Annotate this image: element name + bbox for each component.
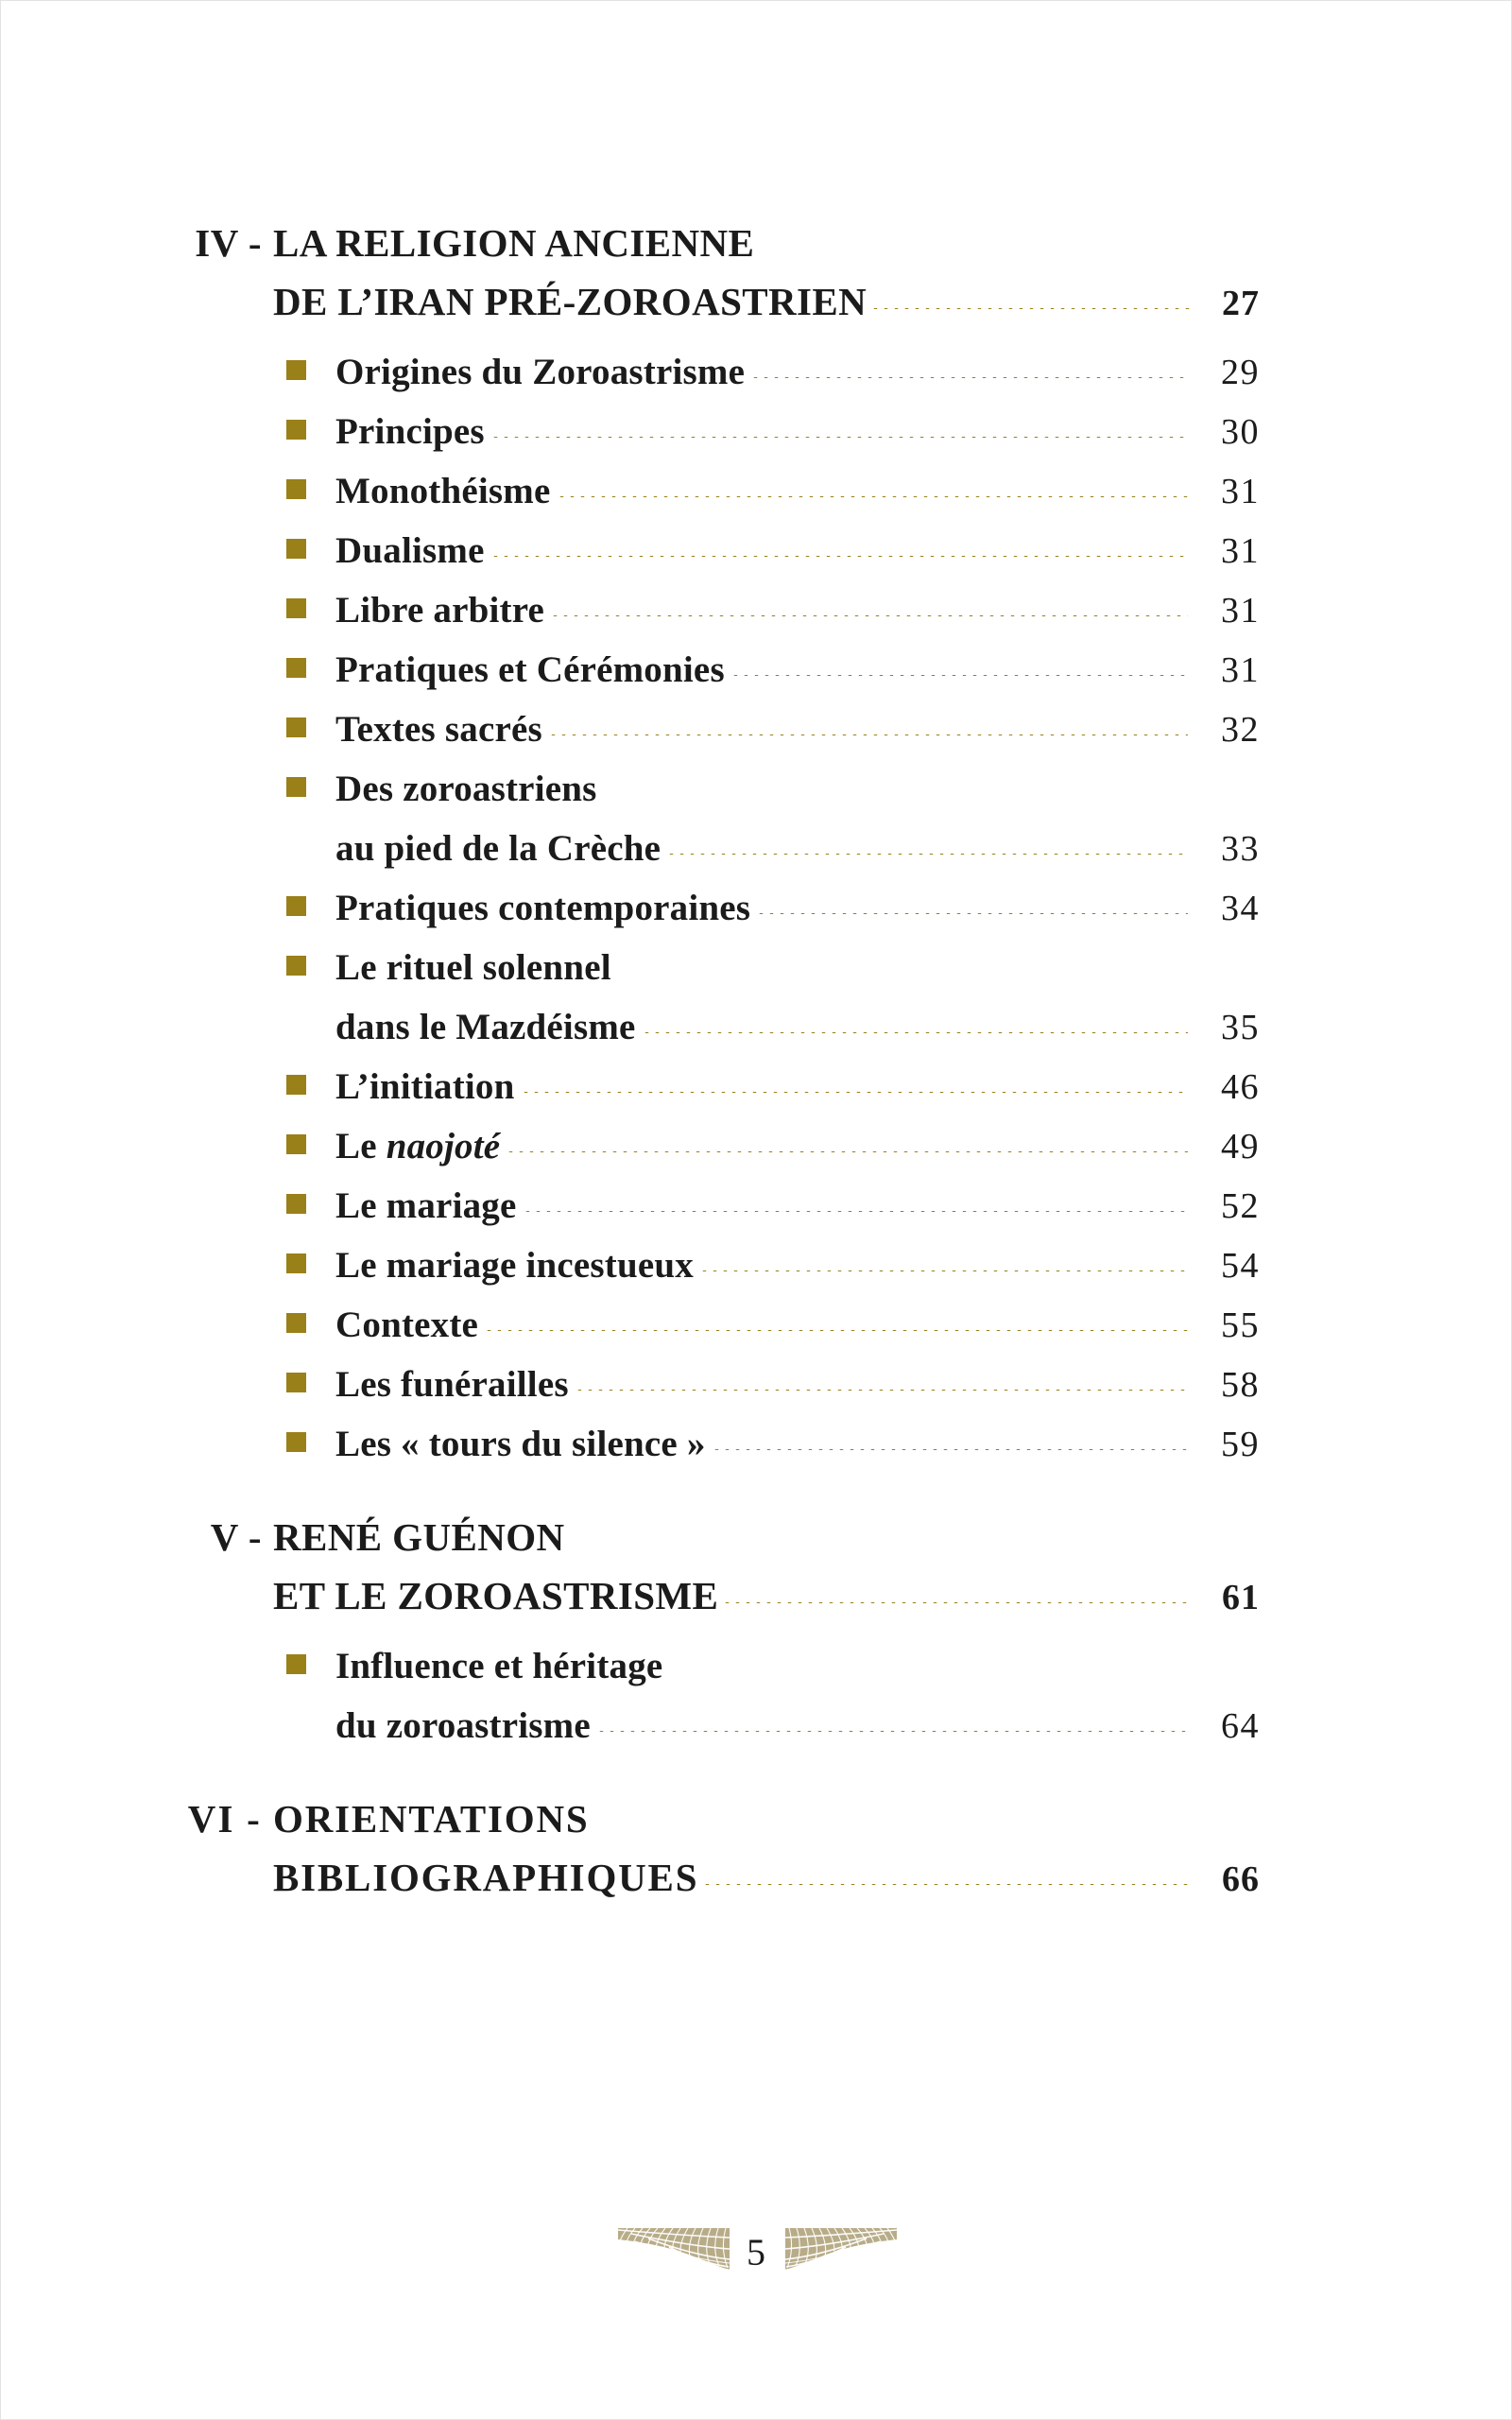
square-bullet-icon (286, 717, 306, 737)
chapter-numeral-4: IV - (195, 221, 262, 265)
square-bullet-icon (286, 1654, 306, 1674)
list-item[interactable] (286, 410, 1260, 453)
dot-leader (617, 973, 1188, 974)
entry-page: 29 (1221, 353, 1260, 392)
square-bullet-icon (286, 1432, 306, 1452)
dot-leader (603, 794, 1188, 795)
chapter-title-5-line2: ET LE ZOROASTRISME (273, 1574, 719, 1617)
dot-leader (557, 496, 1189, 497)
chapter-page-5: 61 (1222, 1578, 1260, 1617)
square-bullet-icon (286, 539, 306, 559)
list-item[interactable] (286, 1645, 1260, 1687)
square-bullet-icon (286, 360, 306, 380)
toc-entry-list-5 (1, 1645, 1512, 1764)
entry-label-line2: du zoroastrisme (335, 1705, 591, 1746)
square-bullet-icon (286, 479, 306, 499)
entry-page: 49 (1221, 1127, 1260, 1167)
square-bullet-icon (286, 1194, 306, 1214)
chapter-title-4-line2: DE L’IRAN PRÉ-ZOROASTRIEN (273, 280, 868, 323)
square-bullet-icon (286, 1373, 306, 1392)
dot-leader (702, 1884, 1190, 1885)
chapter-numeral-6: VI - (187, 1797, 262, 1841)
entry-page: 33 (1221, 829, 1260, 869)
entry-page: 30 (1221, 412, 1260, 452)
dot-leader (642, 1032, 1188, 1033)
dot-leader (575, 1390, 1188, 1391)
list-item[interactable] (286, 648, 1260, 691)
square-bullet-icon (286, 420, 306, 440)
list-item[interactable] (286, 1244, 1260, 1287)
chapter-title-6-line2: BIBLIOGRAPHIQUES (273, 1856, 699, 1899)
dot-leader (730, 675, 1188, 676)
dot-leader (596, 1731, 1188, 1732)
entry-page: 31 (1221, 591, 1260, 631)
chapter-page-6: 66 (1222, 1859, 1260, 1899)
list-item-continuation[interactable] (286, 1006, 1260, 1048)
list-item-continuation[interactable] (286, 1704, 1260, 1747)
square-bullet-icon (286, 598, 306, 618)
dot-leader (870, 308, 1190, 309)
entry-label: Des zoroastriens (335, 769, 597, 809)
list-item[interactable] (286, 351, 1260, 393)
list-item[interactable] (286, 589, 1260, 631)
dot-leader (722, 1602, 1190, 1603)
square-bullet-icon (286, 777, 306, 797)
entry-page: 35 (1221, 1008, 1260, 1047)
entry-label: Les « tours du silence » (335, 1424, 706, 1464)
faravahar-wing-left-icon (611, 2224, 730, 2279)
dot-leader (550, 615, 1188, 616)
toc-chapter-5 (1, 1514, 1512, 1632)
entry-label: Contexte (335, 1305, 479, 1345)
square-bullet-icon (286, 1075, 306, 1095)
list-item[interactable] (286, 1304, 1260, 1346)
list-item[interactable] (286, 768, 1260, 810)
list-item[interactable] (286, 470, 1260, 512)
square-bullet-icon (286, 1134, 306, 1154)
entry-page: 64 (1221, 1706, 1260, 1746)
entry-label: Pratiques contemporaines (335, 888, 751, 928)
square-bullet-icon (286, 658, 306, 678)
entry-label: Origines du Zoroastrisme (335, 352, 746, 392)
entry-label (335, 1125, 500, 1167)
dot-leader (593, 1825, 1191, 1826)
square-bullet-icon (286, 896, 306, 916)
entry-label-line2: au pied de la Crèche (335, 828, 662, 869)
toc-entry-list-4 (1, 351, 1512, 1482)
dot-leader (521, 1092, 1188, 1093)
chapter-title-5-line1: RENÉ GUÉNON (273, 1515, 565, 1559)
list-item[interactable] (286, 1363, 1260, 1406)
chapter-title-6-line1: ORIENTATIONS (273, 1797, 590, 1841)
toc-chapter-6 (1, 1796, 1512, 1913)
entry-label: Le rituel solennel (335, 947, 611, 988)
list-item[interactable] (286, 946, 1260, 989)
entry-label-line2: dans le Mazdéisme (335, 1007, 636, 1047)
entry-label: Pratiques et Cérémonies (335, 649, 725, 690)
entry-label: L’initiation (335, 1066, 515, 1107)
entry-label: Principes (335, 411, 485, 452)
dot-leader (666, 854, 1188, 855)
toc-chapter-4 (1, 220, 1512, 337)
entry-page: 34 (1221, 889, 1260, 928)
entry-label: Monothéisme (335, 471, 551, 511)
entry-label: Le mariage (335, 1185, 517, 1226)
entry-label: Influence et héritage (335, 1646, 663, 1686)
dot-leader (712, 1449, 1188, 1450)
entry-label: Libre arbitre (335, 590, 545, 631)
entry-label-prefix: Le (335, 1126, 387, 1167)
dot-leader (490, 556, 1188, 557)
dot-leader (668, 1671, 1188, 1672)
entry-label-italic: naojoté (386, 1126, 501, 1167)
entry-page: 52 (1221, 1186, 1260, 1226)
faravahar-wing-right-icon (782, 2224, 901, 2279)
page-footer (1, 2224, 1511, 2279)
list-item[interactable] (286, 887, 1260, 929)
dot-leader (756, 913, 1188, 914)
dot-leader (758, 250, 1190, 251)
list-item[interactable] (286, 1184, 1260, 1227)
entry-page: 55 (1221, 1305, 1260, 1345)
list-item[interactable] (286, 1423, 1260, 1465)
table-of-contents (1, 1, 1512, 1913)
entry-label: Textes sacrés (335, 709, 542, 750)
chapter-page-4: 27 (1222, 284, 1260, 323)
square-bullet-icon (286, 1313, 306, 1333)
entry-page: 46 (1221, 1067, 1260, 1107)
entry-page: 54 (1221, 1246, 1260, 1286)
dot-leader (484, 1330, 1188, 1331)
dot-leader (523, 1211, 1188, 1212)
entry-label: Le mariage incestueux (335, 1245, 694, 1286)
dot-leader (750, 377, 1188, 378)
list-item-continuation[interactable] (286, 827, 1260, 870)
entry-label: Les funérailles (335, 1364, 569, 1405)
square-bullet-icon (286, 956, 306, 976)
dot-leader (490, 437, 1188, 438)
dot-leader (506, 1151, 1188, 1152)
page-number: 5 (747, 2231, 765, 2273)
entry-page: 32 (1221, 710, 1260, 750)
chapter-numeral-5: V - (210, 1515, 262, 1559)
dot-leader (569, 1544, 1190, 1545)
list-item[interactable] (286, 529, 1260, 572)
square-bullet-icon (286, 1253, 306, 1273)
list-item[interactable] (286, 1065, 1260, 1108)
list-item[interactable] (286, 708, 1260, 751)
entry-page: 31 (1221, 472, 1260, 511)
entry-page: 31 (1221, 531, 1260, 571)
entry-page: 58 (1221, 1365, 1260, 1405)
entry-page: 31 (1221, 650, 1260, 690)
entry-label: Dualisme (335, 530, 485, 571)
dot-leader (699, 1270, 1188, 1271)
list-item[interactable] (286, 1125, 1260, 1167)
entry-page: 59 (1221, 1425, 1260, 1464)
chapter-title-4-line1: LA RELIGION ANCIENNE (273, 221, 755, 265)
